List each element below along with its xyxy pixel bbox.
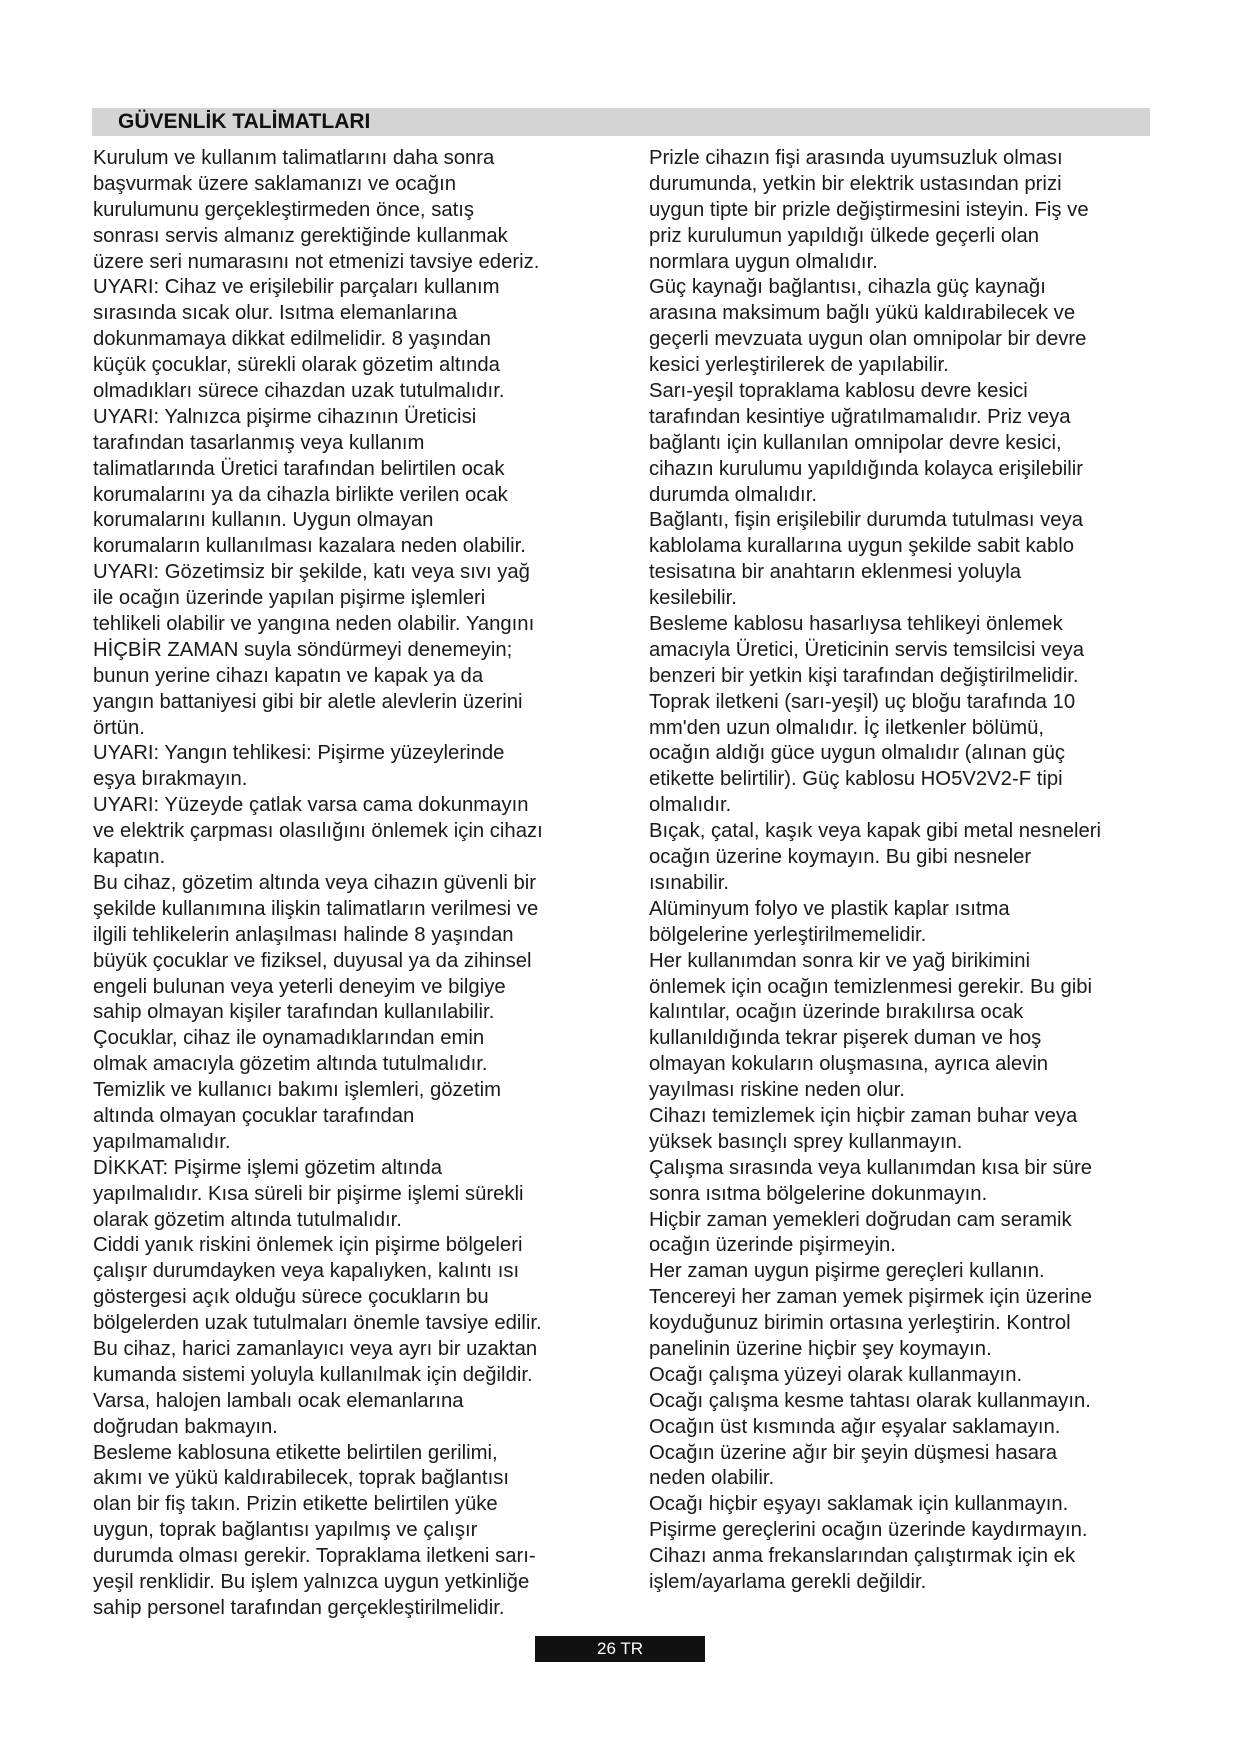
text-line: bağlantı için kullanılan omnipolar devre kesici, [649, 431, 1062, 454]
text-line: Kurulum ve kullanım talimatlarını daha sonra [93, 147, 495, 169]
text-line: neden olabilir. [649, 1467, 775, 1490]
text-line: üzere seri numarasını not etmenizi tavsiye ederiz. [93, 250, 540, 273]
text-line: DİKKAT: Pişirme işlemi gözetim altında [93, 1156, 443, 1179]
page-number-badge: 26 TR [535, 1636, 705, 1662]
text-line: korumalarını kullanın. Uygun olmayan [93, 509, 434, 532]
text-line: talimatlarında Üretici tarafından belirtilen ocak [93, 457, 505, 480]
text-line: uygun tipte bir prizle değiştirmesini isteyin. Fiş ve [649, 198, 1089, 221]
text-line: önlemek için ocağın temizlenmesi gerekir. Bu gibi [649, 975, 1093, 998]
text-line: Her kullanımdan sonra kir ve yağ birikimini [649, 949, 1030, 972]
text-line: ile ocağın üzerinde yapılan pişirme işlemleri [93, 587, 486, 610]
text-line: Ocağın üzerine ağır bir şeyin düşmesi hasara [649, 1441, 1058, 1464]
text-line: sahip olmayan kişiler tarafından kullanılabilir. [93, 1001, 495, 1024]
text-line: Güç kaynağı bağlantısı, cihazla güç kaynağı [649, 276, 1046, 299]
text-line: Bıçak, çatal, kaşık veya kapak gibi metal nesneleri [649, 820, 1102, 843]
text-line: eşya bırakmayın. [93, 768, 248, 791]
text-line: tesisatına bir anahtarın eklenmesi yoluyla [649, 561, 1022, 584]
text-line: göstergesi açık olduğu sürece çocukların bu [93, 1286, 489, 1309]
text-line: kurulumunu gerçekleştirmeden önce, satış [93, 198, 475, 221]
text-line: sahip personel tarafından gerçekleştirilmelidir. [93, 1596, 505, 1619]
text-line: şekilde kullanımına ilişkin talimatların verilmesi ve [93, 897, 539, 920]
text-line: durumda olmalıdır. [649, 483, 817, 506]
text-line: küçük çocuklar, sürekli olarak gözetim altında [93, 354, 500, 377]
text-line: kablolama kurallarına uygun şekilde sabit kablo [649, 535, 1075, 558]
text-line: altında olmayan çocuklar tarafından [93, 1104, 415, 1127]
text-line: kullanıldığında tekrar pişerek duman ve hoş [649, 1027, 1042, 1050]
text-line: olmayan kokuların oluşmasına, ayrıca alevin [649, 1053, 1049, 1076]
text-line: UYARI: Cihaz ve erişilebilir parçaları kullanım [93, 276, 500, 299]
text-line: korumalarını ya da cihazla birlikte verilen ocak [93, 483, 508, 506]
text-line: ocağın aldığı güce uygun olmalıdır (alınan güç [649, 742, 1066, 765]
text-line: UYARI: Gözetimsiz bir şekilde, katı veya sıvı yağ [93, 561, 530, 584]
text-line: UYARI: Yangın tehlikesi: Pişirme yüzeylerinde [93, 742, 505, 765]
text-line: yapılmamalıdır. [93, 1130, 231, 1153]
section-header-bar [92, 108, 1150, 136]
text-line: doğrudan bakmayın. [93, 1415, 278, 1438]
text-line: olmadıkları sürece cihazdan uzak tutulmalıdır. [93, 380, 505, 403]
text-line: kapatın. [93, 846, 166, 869]
text-line: Besleme kablosuna etikette belirtilen gerilimi, [93, 1441, 498, 1464]
text-line: benzeri bir yetkin kişi tarafından değiştirilmelidir. [649, 664, 1079, 687]
text-line: ısınabilir. [649, 871, 730, 894]
text-line: mm'den uzun olmalıdır. İç iletkenler bölümü, [649, 716, 1045, 739]
text-line: Pişirme gereçlerini ocağın üzerinde kaydırmayın. [649, 1519, 1088, 1542]
text-line: sonrası servis almanız gerektiğinde kullanmak [93, 224, 508, 247]
text-line: Ocağı çalışma yüzeyi olarak kullanmayın. [649, 1363, 1023, 1386]
text-line: Ciddi yanık riskini önlemek için pişirme bölgeleri [93, 1234, 523, 1257]
text-line: Ocağı hiçbir eşyayı saklamak için kullanmayın. [649, 1493, 1069, 1516]
text-line: kalıntılar, ocağın üzerinde bırakılırsa ocak [649, 1001, 1024, 1024]
text-line: amacıyla Üretici, Üreticinin servis temsilcisi veya [649, 638, 1085, 661]
text-line: sırasında sıcak olur. Isıtma elemanlarına [93, 302, 458, 325]
text-line: bunun yerine cihazı kapatın ve kapak ya da [93, 664, 484, 687]
text-line: tarafından tasarlanmış veya kullanım [93, 431, 425, 454]
text-line: Bu cihaz, gözetim altında veya cihazın güvenli bir [93, 871, 537, 894]
text-line: Varsa, halojen lambalı ocak elemanlarına [93, 1389, 464, 1412]
left-text-column [93, 146, 613, 1622]
text-line: olan bir fiş takın. Prizin etikette belirtilen yüke [93, 1493, 498, 1516]
text-line: Alüminyum folyo ve plastik kaplar ısıtma [649, 897, 1010, 920]
text-line: ve elektrik çarpması olasılığını önlemek için cihazı [93, 820, 543, 843]
text-line: Ocağın üst kısmında ağır eşyalar saklamayın. [649, 1415, 1061, 1438]
text-line: Toprak iletkeni (sarı-yeşil) uç bloğu tarafında 10 [649, 690, 1076, 713]
text-line: Temizlik ve kullanıcı bakımı işlemleri, gözetim [93, 1079, 501, 1102]
text-line: Cihazı anma frekanslarından çalıştırmak için ek [649, 1545, 1076, 1568]
text-line: Bağlantı, fişin erişilebilir durumda tutulması veya [649, 509, 1083, 532]
text-line: Hiçbir zaman yemekleri doğrudan cam seramik [649, 1208, 1072, 1231]
text-line: örtün. [93, 716, 145, 739]
text-line: tarafından kesintiye uğratılmamalıdır. Priz veya [649, 405, 1071, 428]
text-line: ilgili tehlikelerin anlaşılması halinde 8 yaşından [93, 923, 514, 946]
text-line: engeli bulunan veya yeterli deneyim ve bilgiye [93, 975, 506, 998]
text-line: Cihazı temizlemek için hiçbir zaman buhar veya [649, 1104, 1078, 1127]
text-line: Sarı-yeşil topraklama kablosu devre kesici [649, 380, 1028, 403]
text-line: kumanda sistemi yoluyla kullanılmak için değildir. [93, 1363, 533, 1386]
text-line: ocağın üzerine koymayın. Bu gibi nesneler [649, 846, 1032, 869]
text-line: koyduğunuz birimin ortasına yerleştirin. Kontrol [649, 1312, 1071, 1335]
text-line: kesilebilir. [649, 587, 737, 610]
right-text-column [649, 146, 1169, 1596]
text-line: durumunda, yetkin bir elektrik ustasından prizi [649, 172, 1062, 195]
text-line: olmak amacıyla gözetim altında tutulmalıdır. [93, 1053, 488, 1076]
text-line: durumda olması gerekir. Topraklama iletkeni sarı- [93, 1545, 536, 1568]
text-line: yayılması riskine neden olur. [649, 1079, 905, 1102]
text-line: UYARI: Yalnızca pişirme cihazının Üreticisi [93, 405, 477, 428]
text-line: UYARI: Yüzeyde çatlak varsa cama dokunmayın [93, 794, 529, 817]
text-line: akımı ve yükü kaldırabilecek, toprak bağlantısı [93, 1467, 509, 1490]
text-line: uygun, toprak bağlantısı yapılmış ve çalışır [93, 1519, 478, 1542]
text-line: olmalıdır. [649, 794, 732, 817]
text-line: Ocağı çalışma kesme tahtası olarak kullanmayın. [649, 1389, 1091, 1412]
text-line: Tencereyi her zaman yemek pişirmek için üzerine [649, 1286, 1092, 1309]
text-line: Çalışma sırasında veya kullanımdan kısa bir süre [649, 1156, 1092, 1179]
text-line: sonra ısıtma bölgelerine dokunmayın. [649, 1182, 988, 1205]
text-line: kesici yerleştirilerek de yapılabilir. [649, 354, 949, 377]
text-line: yangın battaniyesi gibi bir aletle alevlerin üzerini [93, 690, 523, 713]
text-line: geçerli mevzuata uygun olan omnipolar bir devre [649, 328, 1087, 351]
text-line: normlara uygun olmalıdır. [649, 250, 878, 273]
text-line: Bu cihaz, harici zamanlayıcı veya ayrı bir uzaktan [93, 1337, 538, 1360]
text-line: çalışır durumdayken veya kapalıyken, kalıntı ısı [93, 1260, 520, 1283]
text-line: HİÇBİR ZAMAN suyla söndürmeyi denemeyin; [93, 638, 513, 661]
text-line: ocağın üzerinde pişirmeyin. [649, 1234, 896, 1257]
text-line: bölgelerden uzak tutulmaları önemle tavsiye edilir. [93, 1312, 542, 1335]
text-line: yüksek basınçlı sprey kullanmayın. [649, 1130, 963, 1153]
text-line: panelinin üzerine hiçbir şey koymayın. [649, 1337, 992, 1360]
text-line: priz kurulumun yapıldığı ülkede geçerli olan [649, 224, 1040, 247]
text-line: arasına maksimum bağlı yükü kaldırabilecek ve [649, 302, 1076, 325]
text-line: Besleme kablosu hasarlıysa tehlikeyi önlemek [649, 613, 1063, 636]
text-line: olarak gözetim altında tutulmalıdır. [93, 1208, 402, 1231]
text-line: etikette belirtilir). Güç kablosu HO5V2V2-F tipi [649, 768, 1063, 791]
text-line: korumaların kullanılması kazalara neden olabilir. [93, 535, 526, 558]
text-line: Prizle cihazın fişi arasında uyumsuzluk olması [649, 147, 1063, 169]
text-line: yeşil renklidir. Bu işlem yalnızca uygun yetkinliğe [93, 1570, 530, 1593]
text-line: tehlikeli olabilir ve yangına neden olabilir. Yangını [93, 613, 535, 636]
text-line: başvurmak üzere saklamanızı ve ocağın [93, 172, 456, 195]
text-line: bölgelerine yerleştirilmemelidir. [649, 923, 927, 946]
section-title: GÜVENLİK TALİMATLARI [118, 110, 371, 133]
text-line: cihazın kurulumu yapıldığında kolayca erişilebilir [649, 457, 1084, 480]
text-line: yapılmalıdır. Kısa süreli bir pişirme işlemi sürekli [93, 1182, 524, 1205]
text-line: Çocuklar, cihaz ile oynamadıklarından emin [93, 1027, 485, 1050]
text-line: büyük çocuklar ve fiziksel, duyusal ya da zihinsel [93, 949, 532, 972]
text-line: dokunmamaya dikkat edilmelidir. 8 yaşından [93, 328, 491, 351]
text-line: işlem/ayarlama gerekli değildir. [649, 1570, 927, 1593]
text-line: Her zaman uygun pişirme gereçleri kullanın. [649, 1260, 1045, 1283]
